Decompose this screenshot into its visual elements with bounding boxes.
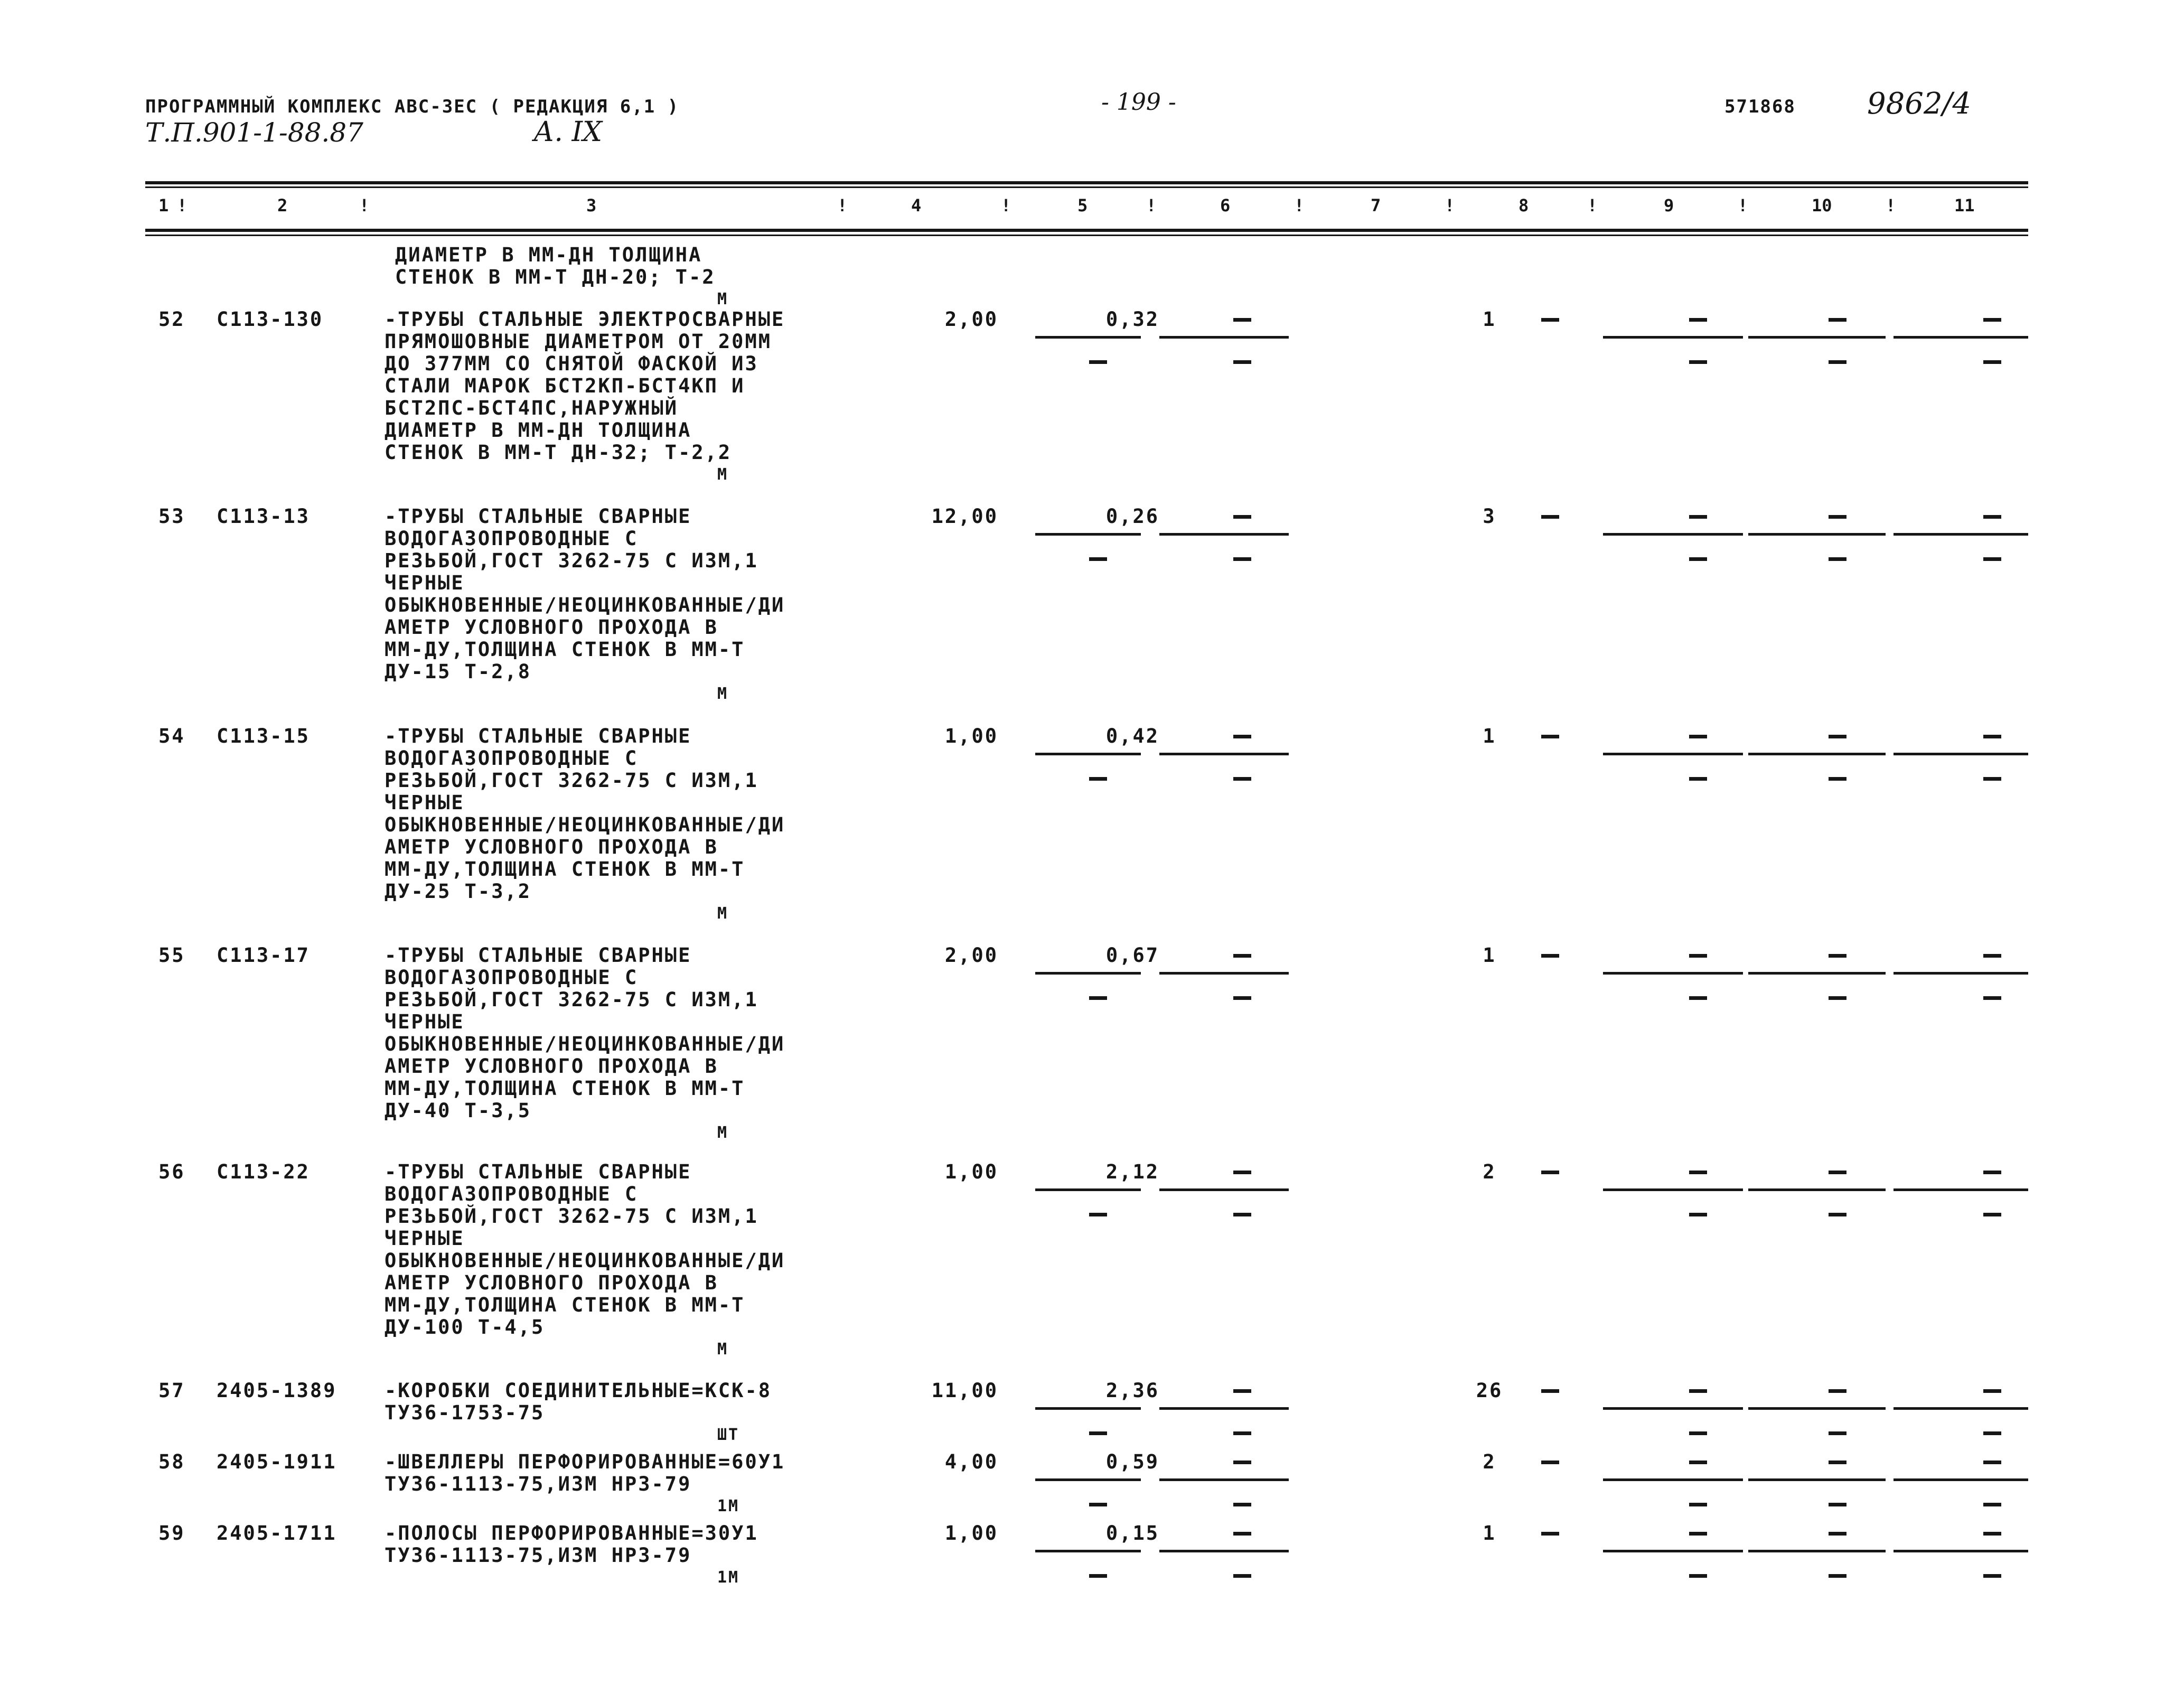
- description-line: ДИАМЕТР В ММ-ДН ТОЛЩИНА: [395, 244, 702, 266]
- dash-mark: [1233, 360, 1251, 364]
- dash-mark: [1541, 1389, 1559, 1393]
- dash-mark: [1233, 1213, 1251, 1216]
- dash-mark: [1689, 360, 1707, 364]
- divider-line: [1159, 1478, 1289, 1481]
- description-line: РЕЗЬБОЙ,ГОСТ 3262-75 С ИЗМ,1: [385, 1205, 758, 1228]
- quantity-value: 11,00: [931, 1379, 998, 1402]
- dash-mark: [1089, 777, 1107, 781]
- dash-mark: [1829, 1574, 1846, 1578]
- dash-mark: [1689, 954, 1707, 958]
- dash-mark: [1233, 777, 1251, 781]
- description-line: ОБЫКНОВЕННЫЕ/НЕОЦИНКОВАННЫЕ/ДИ: [385, 1249, 785, 1272]
- dash-mark: [1829, 1389, 1846, 1393]
- dash-mark: [1689, 515, 1707, 519]
- unit-label: М: [717, 685, 729, 703]
- dash-mark: [1829, 735, 1846, 738]
- column-separator: !: [1587, 195, 1598, 216]
- quantity-value: 2,00: [944, 944, 998, 967]
- dash-mark: [1829, 954, 1846, 958]
- divider-line: [1035, 1478, 1141, 1481]
- column-7-value: 1: [1483, 944, 1496, 967]
- row-number: 52: [158, 308, 185, 331]
- price-value: 0,42: [1105, 725, 1159, 747]
- divider-line: [1603, 1188, 1743, 1191]
- column-header: 9: [1664, 195, 1674, 216]
- dash-mark: [1689, 1574, 1707, 1578]
- unit-label: 1М: [717, 1568, 740, 1587]
- unit-label: М: [717, 904, 729, 923]
- divider-line: [1035, 1550, 1141, 1552]
- divider-line: [1035, 1407, 1141, 1410]
- divider-line: [1035, 1188, 1141, 1191]
- dash-mark: [1983, 954, 2001, 958]
- column-7-value: 1: [1483, 308, 1496, 331]
- divider-line: [1894, 1407, 2028, 1410]
- description-line: РЕЗЬБОЙ,ГОСТ 3262-75 С ИЗМ,1: [385, 769, 758, 792]
- dash-mark: [1689, 1213, 1707, 1216]
- divider-line: [1159, 1407, 1289, 1410]
- dash-mark: [1089, 360, 1107, 364]
- dash-mark: [1983, 1389, 2001, 1393]
- description-line: ДУ-25 Т-3,2: [385, 880, 532, 903]
- document-code: 571868: [1724, 96, 1796, 117]
- price-value: 0,67: [1105, 944, 1159, 967]
- description-line: СТАЛИ МАРОК БСТ2КП-БСТ4КП И: [385, 375, 745, 397]
- divider-line: [1035, 972, 1141, 975]
- column-7-value: 3: [1483, 505, 1496, 528]
- item-code: С113-17: [217, 944, 310, 967]
- dash-mark: [1689, 1461, 1707, 1464]
- dash-mark: [1829, 1532, 1846, 1536]
- column-separator: !: [1146, 195, 1157, 216]
- table-top-rule: [145, 181, 2028, 184]
- row-number: 55: [158, 944, 185, 967]
- dash-mark: [1829, 996, 1846, 1000]
- description-line: АМЕТР УСЛОВНОГО ПРОХОДА В: [385, 616, 718, 639]
- unit-label: М: [717, 1124, 729, 1142]
- dash-mark: [1689, 318, 1707, 322]
- dash-mark: [1983, 735, 2001, 738]
- divider-line: [1748, 753, 1886, 755]
- description-line: ТУ36-1753-75: [385, 1401, 545, 1424]
- project-number: Т.П.901-1-88.87: [145, 117, 363, 148]
- dash-mark: [1689, 1431, 1707, 1435]
- dash-mark: [1829, 1171, 1846, 1174]
- unit-label: М: [717, 465, 729, 484]
- column-separator: !: [1738, 195, 1748, 216]
- divider-line: [1159, 753, 1289, 755]
- description-line: РЕЗЬБОЙ,ГОСТ 3262-75 С ИЗМ,1: [385, 988, 758, 1011]
- dash-mark: [1689, 1171, 1707, 1174]
- divider-line: [1748, 336, 1886, 339]
- dash-mark: [1089, 1574, 1107, 1578]
- column-header: 3: [586, 195, 597, 216]
- dash-mark: [1983, 1461, 2001, 1464]
- dash-mark: [1541, 1171, 1559, 1174]
- table-header-bottom-rule-2: [145, 235, 2028, 236]
- column-header: 5: [1077, 195, 1088, 216]
- divider-line: [1748, 1550, 1886, 1552]
- divider-line: [1603, 972, 1743, 975]
- dash-mark: [1233, 735, 1251, 738]
- description-line: СТЕНОК В ММ-Т ДН-20; Т-2: [395, 266, 716, 288]
- dash-mark: [1829, 515, 1846, 519]
- dash-mark: [1541, 954, 1559, 958]
- divider-line: [1159, 1188, 1289, 1191]
- description-line: ОБЫКНОВЕННЫЕ/НЕОЦИНКОВАННЫЕ/ДИ: [385, 594, 785, 616]
- dash-mark: [1689, 1532, 1707, 1536]
- dash-mark: [1983, 777, 2001, 781]
- description-line: ДУ-40 Т-3,5: [385, 1099, 532, 1122]
- column-header: 7: [1371, 195, 1381, 216]
- program-title: ПРОГРАММНЫЙ КОМПЛЕКС АВС-ЗЕС ( РЕДАКЦИЯ 6,1 ): [145, 96, 680, 117]
- price-value: 0,15: [1105, 1522, 1159, 1544]
- description-line: ДО 377ММ СО СНЯТОЙ ФАСКОЙ ИЗ: [385, 352, 758, 375]
- dash-mark: [1233, 1503, 1251, 1506]
- row-number: 59: [158, 1522, 185, 1544]
- dash-mark: [1541, 318, 1559, 322]
- column-7-value: 1: [1483, 1522, 1496, 1544]
- dash-mark: [1829, 557, 1846, 561]
- dash-mark: [1983, 1574, 2001, 1578]
- quantity-value: 2,00: [944, 308, 998, 331]
- item-code: 2405-1389: [217, 1379, 337, 1402]
- dash-mark: [1233, 996, 1251, 1000]
- dash-mark: [1983, 515, 2001, 519]
- unit-label: 1М: [717, 1497, 740, 1515]
- divider-line: [1748, 972, 1886, 975]
- dash-mark: [1233, 318, 1251, 322]
- dash-mark: [1983, 1171, 2001, 1174]
- divider-line: [1035, 753, 1141, 755]
- column-header: 10: [1812, 195, 1832, 216]
- price-value: 0,59: [1105, 1450, 1159, 1473]
- description-line: ММ-ДУ,ТОЛЩИНА СТЕНОК В ММ-Т: [385, 1294, 745, 1316]
- column-separator: !: [177, 195, 188, 216]
- quantity-value: 1,00: [944, 1160, 998, 1183]
- description-line: ОБЫКНОВЕННЫЕ/НЕОЦИНКОВАННЫЕ/ДИ: [385, 1033, 785, 1055]
- column-separator: !: [359, 195, 370, 216]
- unit-label: М: [717, 1340, 729, 1359]
- price-value: 0,26: [1105, 505, 1159, 528]
- description-line: АМЕТР УСЛОВНОГО ПРОХОДА В: [385, 836, 718, 858]
- dash-mark: [1233, 1461, 1251, 1464]
- dash-mark: [1983, 1431, 2001, 1435]
- row-number: 57: [158, 1379, 185, 1402]
- dash-mark: [1829, 1213, 1846, 1216]
- column-header: 11: [1954, 195, 1975, 216]
- description-line: ММ-ДУ,ТОЛЩИНА СТЕНОК В ММ-Т: [385, 1077, 745, 1100]
- description-line: -ТРУБЫ СТАЛЬНЫЕ СВАРНЫЕ: [385, 725, 692, 747]
- description-line: -ШВЕЛЛЕРЫ ПЕРФОРИРОВАННЫЕ=60У1: [385, 1450, 785, 1473]
- dash-mark: [1983, 557, 2001, 561]
- divider-line: [1748, 1188, 1886, 1191]
- divider-line: [1603, 336, 1743, 339]
- divider-line: [1748, 533, 1886, 536]
- album-number: А. IX: [533, 116, 602, 148]
- divider-line: [1894, 972, 2028, 975]
- dash-mark: [1689, 557, 1707, 561]
- divider-line: [1603, 1478, 1743, 1481]
- divider-line: [1603, 1407, 1743, 1410]
- column-separator: !: [837, 195, 848, 216]
- dash-mark: [1983, 1213, 2001, 1216]
- dash-mark: [1089, 557, 1107, 561]
- table-top-rule-2: [145, 186, 2028, 188]
- column-separator: !: [1445, 195, 1455, 216]
- column-7-value: 1: [1483, 725, 1496, 747]
- price-value: 2,36: [1105, 1379, 1159, 1402]
- dash-mark: [1829, 1431, 1846, 1435]
- description-line: АМЕТР УСЛОВНОГО ПРОХОДА В: [385, 1055, 718, 1078]
- divider-line: [1748, 1407, 1886, 1410]
- description-line: ОБЫКНОВЕННЫЕ/НЕОЦИНКОВАННЫЕ/ДИ: [385, 813, 785, 836]
- description-line: ВОДОГАЗОПРОВОДНЫЕ С: [385, 1183, 639, 1205]
- column-header: 2: [277, 195, 288, 216]
- dash-mark: [1829, 360, 1846, 364]
- description-line: ТУ36-1113-75,ИЗМ НРЗ-79: [385, 1544, 692, 1567]
- description-line: ВОДОГАЗОПРОВОДНЫЕ С: [385, 527, 639, 550]
- divider-line: [1159, 972, 1289, 975]
- dash-mark: [1689, 996, 1707, 1000]
- quantity-value: 1,00: [944, 1522, 998, 1544]
- dash-mark: [1233, 1532, 1251, 1536]
- divider-line: [1894, 1550, 2028, 1552]
- dash-mark: [1983, 360, 2001, 364]
- dash-mark: [1233, 1389, 1251, 1393]
- description-line: ЧЕРНЫЕ: [385, 572, 465, 594]
- description-line: ЧЕРНЫЕ: [385, 1227, 465, 1250]
- divider-line: [1603, 753, 1743, 755]
- dash-mark: [1233, 1431, 1251, 1435]
- dash-mark: [1233, 557, 1251, 561]
- divider-line: [1159, 1550, 1289, 1552]
- divider-line: [1159, 336, 1289, 339]
- description-line: ВОДОГАЗОПРОВОДНЫЕ С: [385, 747, 639, 770]
- dash-mark: [1541, 735, 1559, 738]
- divider-line: [1159, 533, 1289, 536]
- price-value: 2,12: [1105, 1160, 1159, 1183]
- row-number: 56: [158, 1160, 185, 1183]
- description-line: ММ-ДУ,ТОЛЩИНА СТЕНОК В ММ-Т: [385, 638, 745, 661]
- table-header-bottom-rule: [145, 229, 2028, 232]
- item-code: С113-130: [217, 308, 324, 331]
- dash-mark: [1089, 996, 1107, 1000]
- item-code: С113-13: [217, 505, 310, 528]
- description-line: ЧЕРНЫЕ: [385, 791, 465, 814]
- dash-mark: [1983, 1532, 2001, 1536]
- dash-mark: [1829, 777, 1846, 781]
- dash-mark: [1233, 1574, 1251, 1578]
- item-code: 2405-1911: [217, 1450, 337, 1473]
- dash-mark: [1541, 1532, 1559, 1536]
- description-line: -ПОЛОСЫ ПЕРФОРИРОВАННЫЕ=30У1: [385, 1522, 758, 1544]
- dash-mark: [1829, 1461, 1846, 1464]
- dash-mark: [1089, 1213, 1107, 1216]
- dash-mark: [1689, 777, 1707, 781]
- dash-mark: [1983, 1503, 2001, 1506]
- quantity-value: 4,00: [944, 1450, 998, 1473]
- divider-line: [1894, 1188, 2028, 1191]
- column-7-value: 2: [1483, 1450, 1496, 1473]
- column-header: 6: [1220, 195, 1231, 216]
- row-number: 53: [158, 505, 185, 528]
- dash-mark: [1689, 1503, 1707, 1506]
- dash-mark: [1541, 1461, 1559, 1464]
- dash-mark: [1983, 318, 2001, 322]
- divider-line: [1894, 336, 2028, 339]
- dash-mark: [1689, 1389, 1707, 1393]
- row-number: 58: [158, 1450, 185, 1473]
- quantity-value: 12,00: [931, 505, 998, 528]
- dash-mark: [1541, 515, 1559, 519]
- dash-mark: [1829, 1503, 1846, 1506]
- divider-line: [1035, 533, 1141, 536]
- column-separator: !: [1294, 195, 1305, 216]
- description-line: -КОРОБКИ СОЕДИНИТЕЛЬНЫЕ=КСК-8: [385, 1379, 772, 1402]
- dash-mark: [1089, 1431, 1107, 1435]
- column-separator: !: [1001, 195, 1011, 216]
- column-7-value: 2: [1483, 1160, 1496, 1183]
- price-value: 0,32: [1105, 308, 1159, 331]
- divider-line: [1603, 1550, 1743, 1552]
- dash-mark: [1983, 996, 2001, 1000]
- page-number: - 199 -: [1101, 89, 1176, 116]
- description-line: -ТРУБЫ СТАЛЬНЫЕ СВАРНЫЕ: [385, 944, 692, 967]
- description-line: СТЕНОК В ММ-Т ДН-32; Т-2,2: [385, 441, 732, 464]
- description-line: ДУ-15 Т-2,8: [385, 660, 532, 683]
- dash-mark: [1689, 735, 1707, 738]
- unit-label: М: [717, 290, 729, 308]
- divider-line: [1035, 336, 1141, 339]
- row-number: 54: [158, 725, 185, 747]
- divider-line: [1894, 533, 2028, 536]
- document-number: 9862/4: [1867, 87, 1972, 121]
- dash-mark: [1089, 1503, 1107, 1506]
- dash-mark: [1829, 318, 1846, 322]
- divider-line: [1603, 533, 1743, 536]
- description-line: РЕЗЬБОЙ,ГОСТ 3262-75 С ИЗМ,1: [385, 549, 758, 572]
- dash-mark: [1233, 954, 1251, 958]
- description-line: ТУ36-1113-75,ИЗМ НРЗ-79: [385, 1473, 692, 1495]
- description-line: АМЕТР УСЛОВНОГО ПРОХОДА В: [385, 1271, 718, 1294]
- item-code: 2405-1711: [217, 1522, 337, 1544]
- description-line: ДИАМЕТР В ММ-ДН ТОЛЩИНА: [385, 419, 692, 442]
- column-header: 8: [1519, 195, 1529, 216]
- divider-line: [1894, 753, 2028, 755]
- description-line: ДУ-100 Т-4,5: [385, 1316, 545, 1338]
- description-line: ВОДОГАЗОПРОВОДНЫЕ С: [385, 966, 639, 989]
- divider-line: [1748, 1478, 1886, 1481]
- item-code: С113-22: [217, 1160, 310, 1183]
- description-line: -ТРУБЫ СТАЛЬНЫЕ СВАРНЫЕ: [385, 505, 692, 528]
- quantity-value: 1,00: [944, 725, 998, 747]
- description-line: ЧЕРНЫЕ: [385, 1010, 465, 1033]
- dash-mark: [1233, 515, 1251, 519]
- column-separator: !: [1886, 195, 1896, 216]
- dash-mark: [1233, 1171, 1251, 1174]
- description-line: ММ-ДУ,ТОЛЩИНА СТЕНОК В ММ-Т: [385, 858, 745, 881]
- divider-line: [1894, 1478, 2028, 1481]
- description-line: -ТРУБЫ СТАЛЬНЫЕ СВАРНЫЕ: [385, 1160, 692, 1183]
- item-code: С113-15: [217, 725, 310, 747]
- description-line: -ТРУБЫ СТАЛЬНЫЕ ЭЛЕКТРОСВАРНЫЕ: [385, 308, 785, 331]
- description-line: БСТ2ПС-БСТ4ПС,НАРУЖНЫЙ: [385, 397, 679, 419]
- column-header: 4: [911, 195, 922, 216]
- column-header: 1: [158, 195, 169, 216]
- unit-label: ШТ: [717, 1426, 740, 1444]
- description-line: ПРЯМОШОВНЫЕ ДИАМЕТРОМ ОТ 20ММ: [385, 330, 772, 353]
- column-7-value: 26: [1476, 1379, 1503, 1402]
